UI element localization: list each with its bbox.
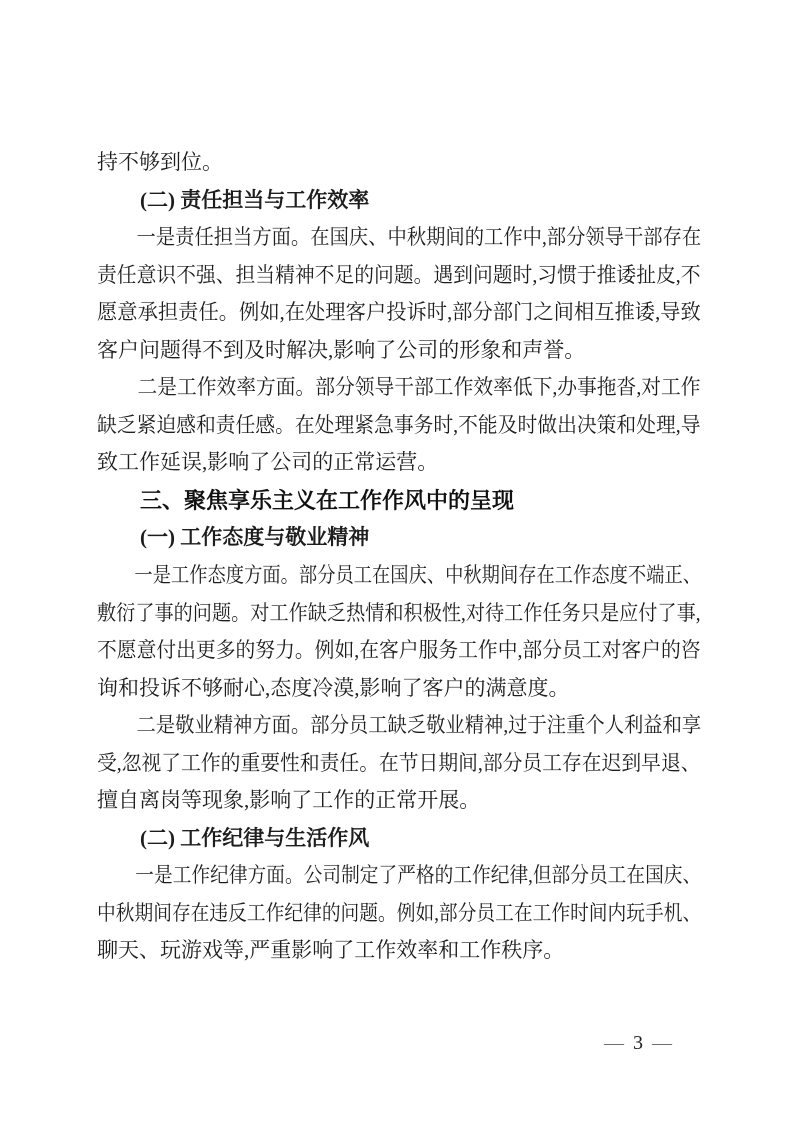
section-heading-3-hedonism: 三、聚焦享乐主义在工作作风中的呈现: [140, 487, 515, 513]
paragraph-line: 受,忽视了工作的重要性和责任。在节日期间,部分员工存在迟到早退、: [97, 750, 701, 775]
paragraph-line: 聊天、玩游戏等,严重影响了工作效率和工作秩序。: [97, 938, 565, 963]
page-number-dash-right: —: [652, 1032, 672, 1054]
paragraph-line: 敷衍了事的问题。对工作缺乏热情和积极性,对待工作任务只是应付了事,: [97, 600, 701, 625]
paragraph-line: 一是工作态度方面。部分员工在国庆、中秋期间存在工作态度不端正、: [134, 563, 701, 588]
paragraph-line: 擅自离岗等现象,影响了工作的正常开展。: [97, 788, 481, 813]
sub-heading-1-attitude-dedication: (一) 工作态度与敬业精神: [140, 525, 370, 550]
page-number: [604, 1031, 672, 1055]
paragraph-line: 中秋期间存在违反工作纪律的问题。例如,部分员工在工作时间内玩手机、: [97, 900, 702, 925]
paragraph-line: 不愿意付出更多的努力。例如,在客户服务工作中,部分员工对客户的咨: [97, 638, 701, 663]
paragraph-line: 一是责任担当方面。在国庆、中秋期间的工作中,部分领导干部存在: [136, 225, 702, 250]
paragraph-line: 二是敬业精神方面。部分员工缺乏敬业精神,过于注重个人利益和享: [136, 713, 702, 738]
paragraph-line: 致工作延误,影响了公司的正常运营。: [97, 450, 439, 475]
paragraph-continuation-line: 持不够到位。: [97, 150, 223, 174]
paragraph-line: 一是工作纪律方面。公司制定了严格的工作纪律,但部分员工在国庆、: [135, 863, 702, 888]
sub-heading-2-responsibility-efficiency: (二) 责任担当与工作效率: [140, 187, 370, 212]
paragraph-line: 愿意承担责任。例如,在处理客户投诉时,部分部门之间相互推诿,导致: [97, 300, 701, 325]
paragraph-line: 责任意识不强、担当精神不足的问题。遇到问题时,习惯于推诿扯皮,不: [97, 262, 701, 287]
paragraph-line: 缺乏紧迫感和责任感。在处理紧急事务时,不能及时做出决策和处理,导: [97, 412, 701, 437]
page-number-value: 3: [633, 1032, 643, 1054]
page-number-dash-left: —: [604, 1032, 624, 1054]
paragraph-line: 客户问题得不到及时解决,影响了公司的形象和声誉。: [97, 337, 586, 362]
document-body: [97, 144, 701, 970]
paragraph-line: 询和投诉不够耐心,态度冷漠,影响了客户的满意度。: [97, 675, 570, 700]
paragraph-line: 二是工作效率方面。部分领导干部工作效率低下,办事拖沓,对工作: [137, 375, 701, 400]
sub-heading-2-discipline-lifestyle: (二) 工作纪律与生活作风: [140, 825, 370, 850]
